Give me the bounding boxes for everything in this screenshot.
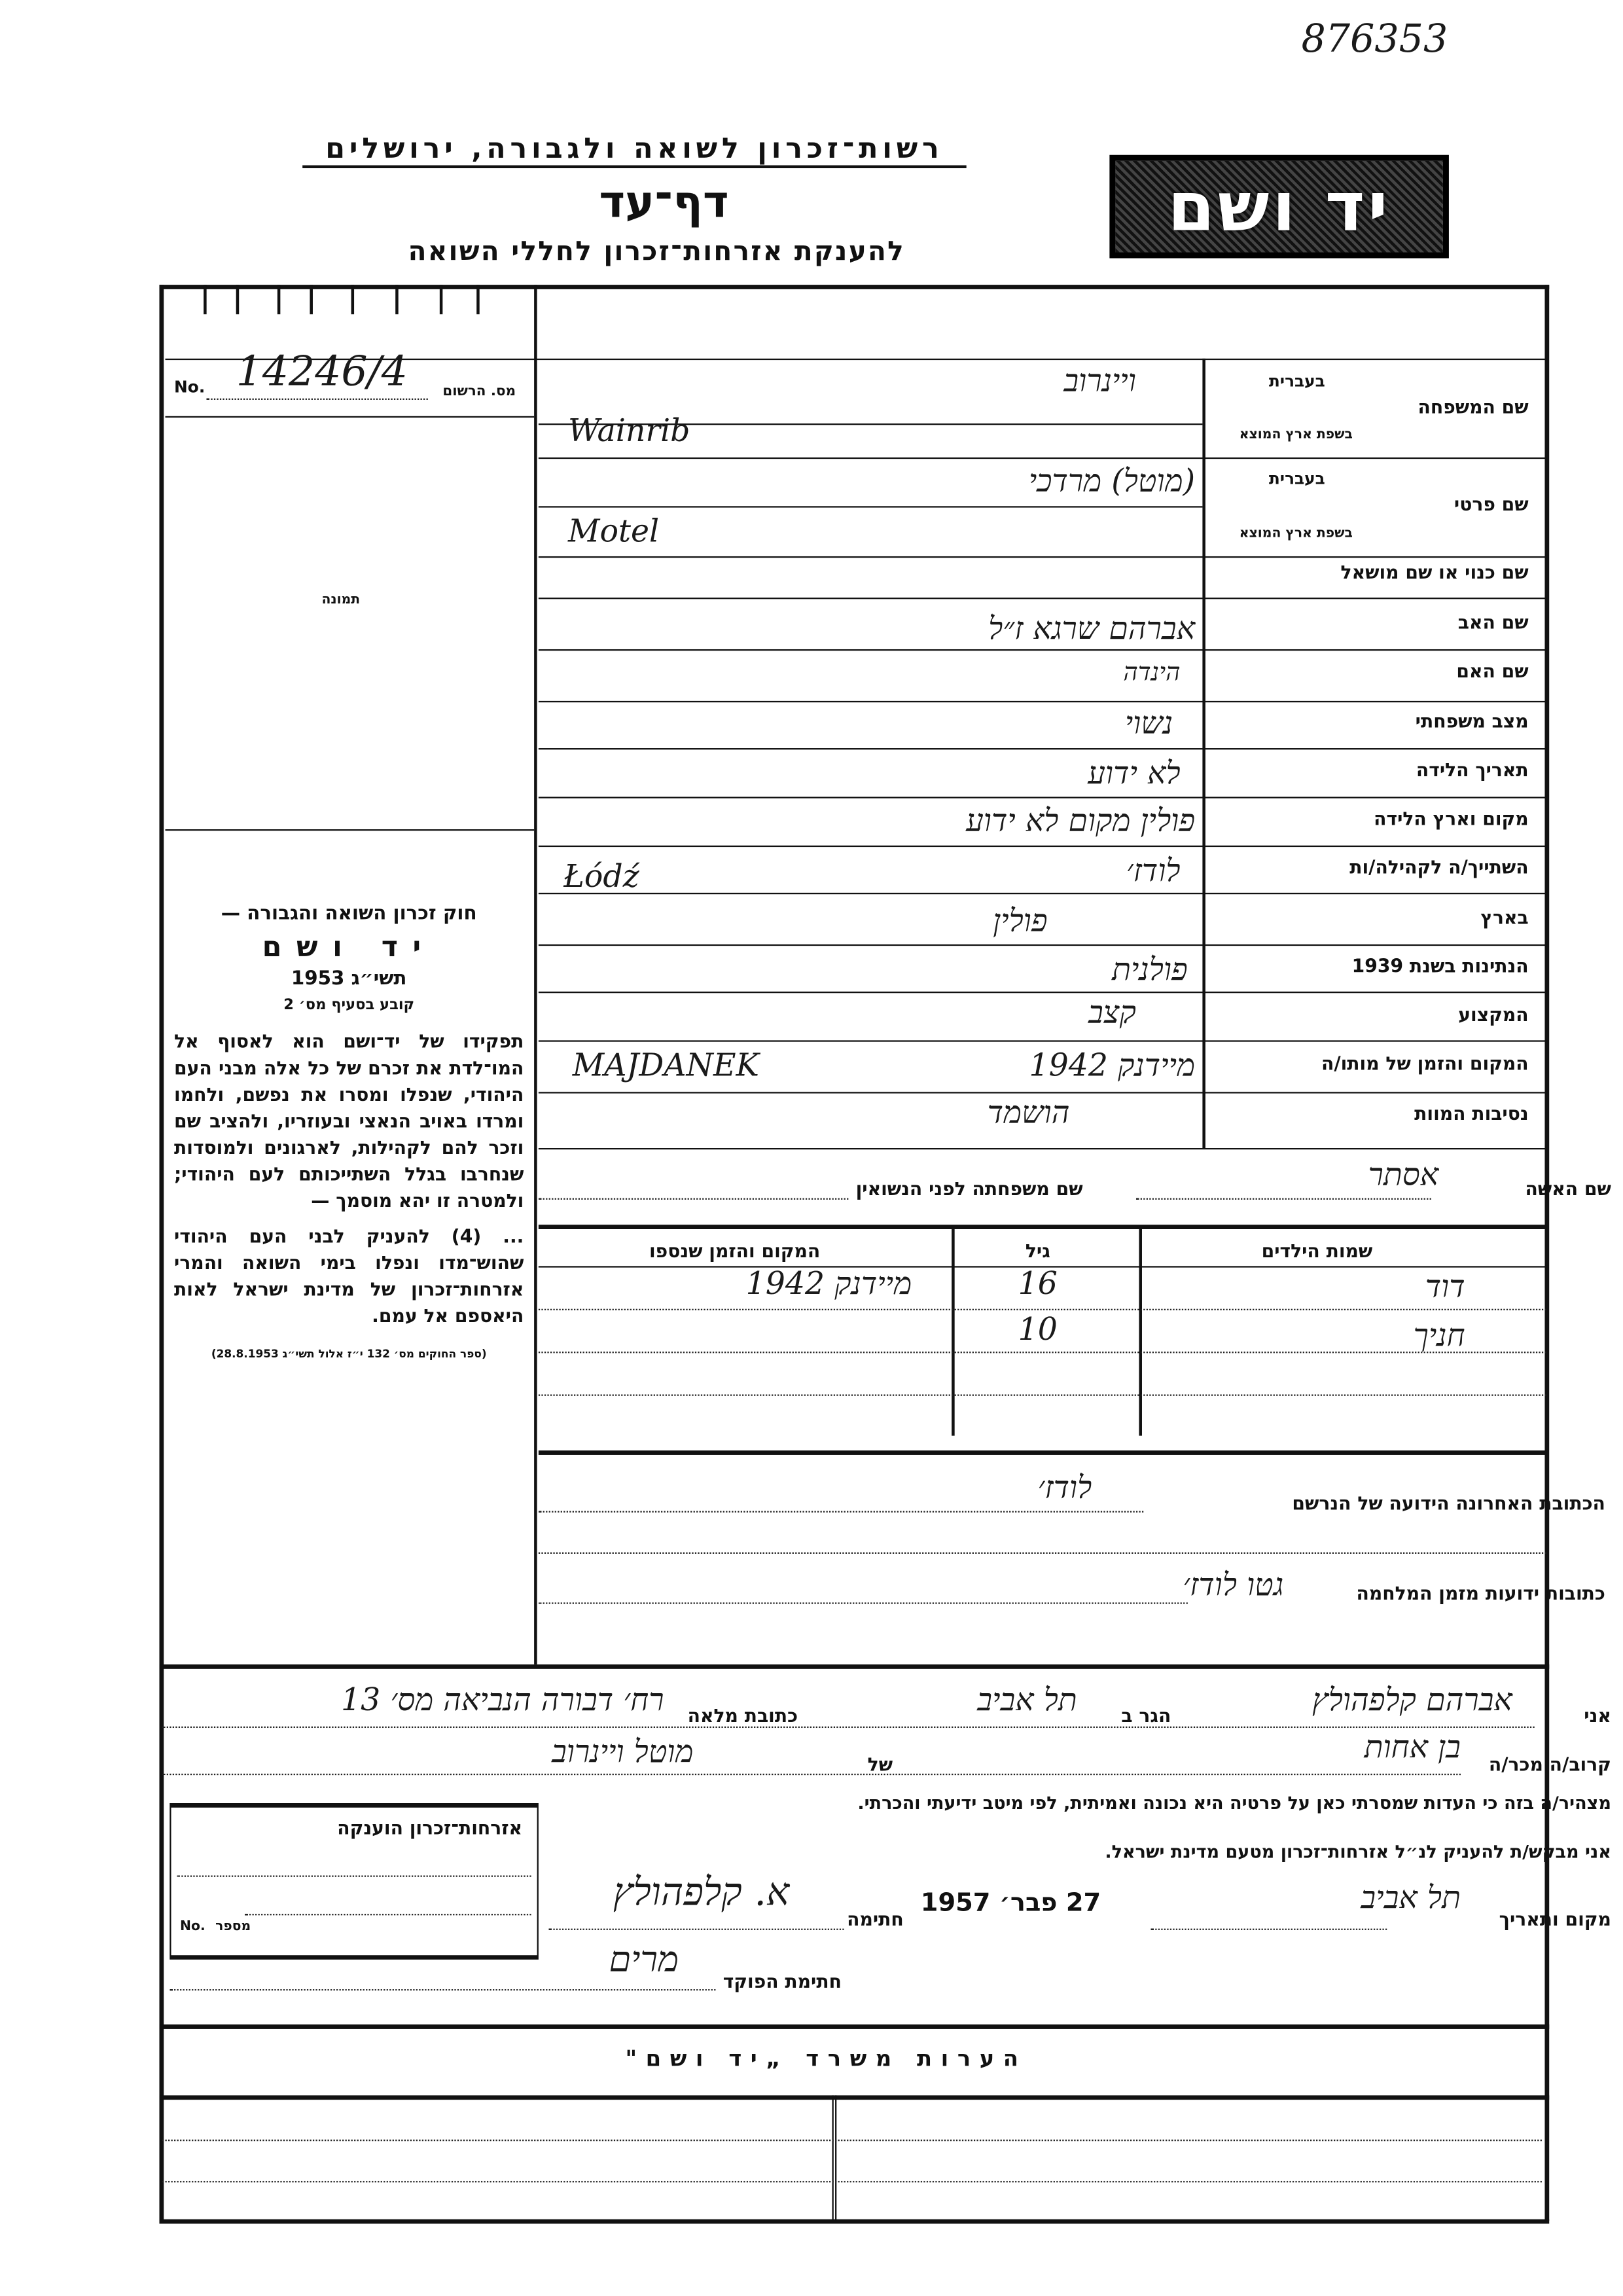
children-place-header: המקום והזמן שנספו [649, 1239, 821, 1262]
mother-label: שם האם [1456, 659, 1529, 682]
wife-value: אסתר [1368, 1157, 1439, 1193]
country-label: בארץ [1480, 906, 1529, 929]
place-date-label: מקום ותאריך [1499, 1908, 1611, 1930]
relation-value: בן אחות [1364, 1729, 1461, 1765]
request-statement: אני מבקש/ת להעניק לנ״ל אזרחות־זכרון מטעם מדינת ישראל. [1105, 1841, 1611, 1863]
law-paragraph-2: ... (4) להעניק לבני העם היהודי שהוש־מדו ונפלו בימי השואה והמרי אזרחות־זכרון של מדינת ישראל לאות היאספם אל עמם. [174, 1225, 524, 1327]
child-name: דוד [1425, 1268, 1465, 1304]
declarant-address: רח׳ דבורה הנביאה מס׳ 13 [341, 1682, 664, 1718]
registration-prefix: No. [174, 378, 205, 397]
death-circumstances-value: הושמד [987, 1094, 1070, 1130]
law-excerpt [174, 903, 524, 1361]
officer-signature-label: חתימת הפוקד [722, 1969, 842, 1992]
registration-label: מס. הרשום [442, 384, 516, 400]
marital-status-value: נשוי [1124, 705, 1173, 741]
declarant-i-label: אני [1584, 1704, 1611, 1727]
first-name-hebrew: (מוטל) מרדכי [1028, 463, 1196, 499]
law-section: קובע בסעיף מס׳ 2 [283, 997, 415, 1014]
nickname-label: שם כנוי או שם מושאל [1340, 560, 1529, 583]
frame-bottom [159, 2219, 1549, 2224]
law-paragraph-1: תפקידו של יד־ושם הוא לאסוף אל המו־לדת את זכרם של כל אלה מבני העם היהודי, שנפלו ומסרו את נפשם, ולחמו ומרדו באויב הנאצי ובעוזריו, ולהציב שם וזכר להם לקהילות, לארגונים ולמוסדות שנחרבו בגלל השתייכותם לעם היהודי; ולמטרה זו יהא מוסמך — [174, 1030, 524, 1211]
first-name-hebrew-sublabel: בעברית [1268, 469, 1325, 489]
community-label: השתייך/ה לקהילה/ות [1349, 855, 1529, 878]
child-place: מיידנק 1942 [745, 1266, 912, 1302]
war-addresses-label: כתובות ידועות מזמן המלחמה [1356, 1581, 1605, 1604]
label-column-divider [1202, 359, 1205, 1148]
law-citation: (ספר החוקים מס׳ 132 י״ז אלול תשי״ג 28.8.1953) [211, 1347, 487, 1361]
community-value: לודז׳ [1126, 853, 1181, 889]
registration-number: 14246/4 [236, 346, 408, 396]
law-name: יד ושם [262, 931, 436, 964]
declarant-name: אברהם קלפהולץ [1312, 1682, 1512, 1718]
death-circumstances-label: נסיבות המוות [1414, 1102, 1529, 1124]
community-latin: Łódź [563, 859, 639, 895]
first-name-foreign: Motel [567, 513, 660, 549]
profession-value: קצב [1088, 994, 1136, 1030]
citizenship-granted-box [169, 1803, 539, 1960]
birth-place-label: מקום וארץ הלידה [1374, 807, 1529, 830]
wife-maiden-name-label: שם משפחתה לפני הנשואין [855, 1177, 1083, 1200]
father-label: שם האב [1457, 611, 1529, 634]
birth-place-value: פולין מקום לא ידוע [966, 802, 1196, 838]
birth-date-value: לא ידוע [1088, 755, 1181, 791]
frame-left [159, 285, 164, 2221]
death-place-time-label: המקום והזמן של מותו/ה [1321, 1052, 1529, 1075]
citizenship-number-prefix: No. [180, 1920, 205, 1935]
first-name-foreign-sublabel: בשפת ארץ המוצא [1239, 526, 1353, 542]
declaration-date: 27 פבר׳ 1957 [920, 1888, 1101, 1918]
nationality-label: הנתינות בשנת 1939 [1351, 954, 1529, 977]
officer-signature: מרים [609, 1939, 679, 1981]
child-name: חניך [1413, 1318, 1465, 1354]
family-name-label: שם המשפחה [1418, 395, 1529, 418]
birth-date-label: תאריך הלידה [1416, 758, 1529, 781]
declarant-signature: א. קלפהולץ [613, 1871, 790, 1916]
last-address-label: הכתובת האחרונה הידועה של הנרשם [1292, 1492, 1605, 1515]
war-addresses-value: גטו לודז׳ [1183, 1567, 1284, 1603]
family-name-hebrew-sublabel: בעברית [1268, 372, 1325, 391]
citizenship-number-label: מספר [215, 1920, 251, 1935]
family-name-foreign-sublabel: בשפת ארץ המוצא [1239, 427, 1353, 443]
yad-vashem-logo: יד ושם [1109, 155, 1449, 259]
father-value: אברהם שרגא ז״ל [988, 611, 1196, 647]
child-age: 10 [1018, 1312, 1058, 1348]
declaration-place: תל אביב [1361, 1880, 1461, 1916]
death-place-latin: MAJDANEK [572, 1047, 759, 1083]
signature-label: חתימה [847, 1908, 904, 1930]
profession-label: המקצוע [1458, 1003, 1529, 1026]
of-label: של [867, 1753, 893, 1776]
remarks-line [162, 2140, 1542, 2141]
law-year: תשי״ג 1953 [291, 967, 407, 990]
declarant-address-label: כתובת מלאה [687, 1704, 798, 1727]
law-title: חוק זכרון השואה והגבורה — [221, 903, 477, 925]
of-name: מוטל ויינרוב [552, 1734, 694, 1770]
citizenship-box-title: אזרחות־זכרון הוענקה [337, 1816, 523, 1839]
nationality-value: פולנית [1112, 952, 1188, 988]
declaration-statement: מצהיר/ה בזה כי העדות שמסרתי כאן על פרטיה היא נכונה ואמיתית, לפי מיטב ידיעתי והכרתי. [857, 1793, 1611, 1814]
marital-status-label: מצב משפחתי [1415, 709, 1529, 732]
left-column-divider [534, 285, 537, 1664]
children-names-header: שמות הילדים [1261, 1239, 1373, 1262]
form-subtitle: להענקת אזרחות־זכרון לחללי השואה [408, 236, 905, 268]
country-value: פולין [993, 903, 1048, 939]
archive-number: 876353 [1301, 18, 1448, 62]
photo-label: תמונה [321, 593, 361, 608]
family-name-hebrew: ויינרוב [1063, 363, 1136, 399]
remarks-line [162, 2181, 1542, 2182]
form-title: דף־עד [599, 177, 729, 229]
last-address-value: לודז׳ [1037, 1469, 1092, 1505]
wife-label: שם האשה [1525, 1177, 1611, 1200]
declarant-city: תל אביב [977, 1682, 1077, 1718]
remarks-title: הערות משרד „יד ושם" [625, 2045, 1027, 2072]
family-name-foreign: Wainrib [567, 413, 690, 449]
children-age-header: גיל [1025, 1239, 1050, 1262]
relation-label: קרוב/ה מכר/ה [1488, 1753, 1611, 1776]
authority-title: רשות־זכרון לשואה ולגבורה, ירושלים [302, 133, 967, 168]
frame-right [1544, 285, 1549, 2221]
death-place-time-value: מיידנק 1942 [1029, 1047, 1196, 1083]
mother-value: הינדה [1123, 658, 1181, 688]
child-age: 16 [1018, 1266, 1058, 1302]
declarant-resides-label: הגר ב [1121, 1704, 1171, 1727]
first-name-label: שם פרטי [1454, 493, 1529, 515]
